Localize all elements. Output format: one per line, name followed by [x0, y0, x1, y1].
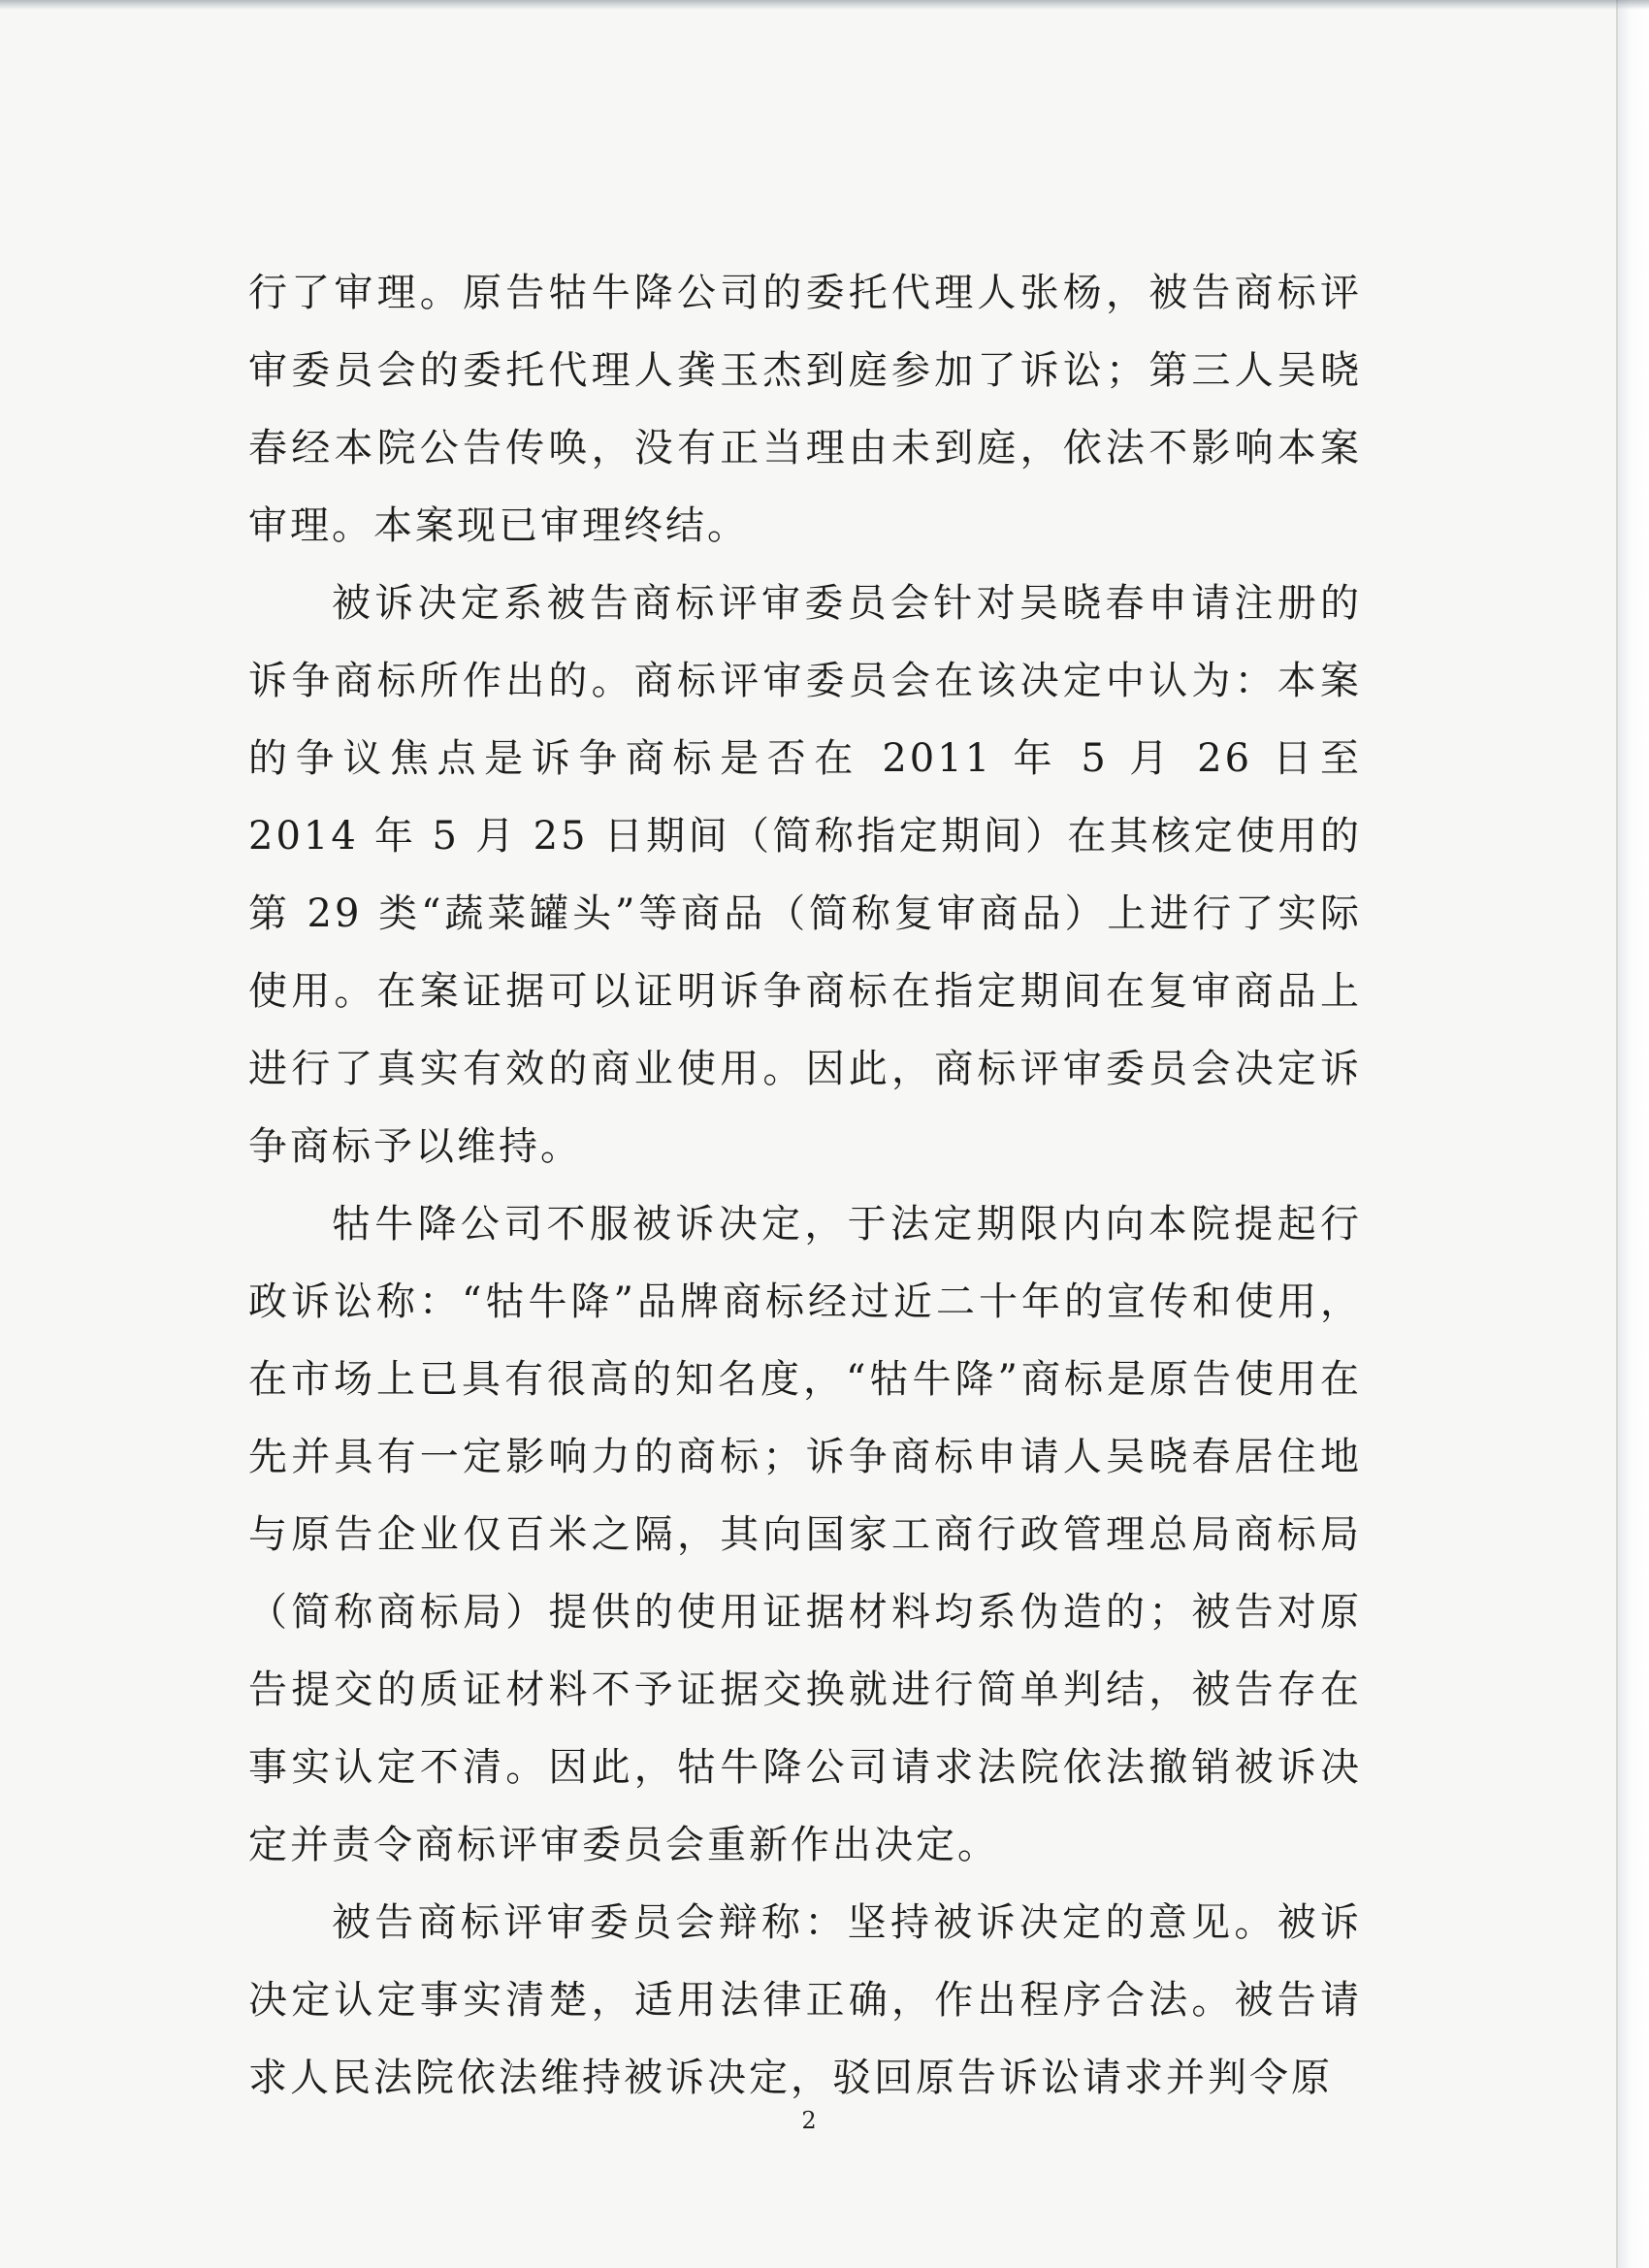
paragraph-continued: 行了审理。原告牯牛降公司的委托代理人张杨，被告商标评审委员会的委托代理人龚玉杰到庭参加了诉讼；第三人吴晓春经本院公告传唤，没有正当理由未到庭，依法不影响本案审理。本案现已审理终结。: [248, 271, 1362, 548]
scan-top-edge: [0, 0, 1649, 10]
document-body: [248, 254, 1362, 2117]
paragraph-decision-summary: 被诉决定系被告商标评审委员会针对吴晓春申请注册的诉争商标所作出的。商标评审委员会在该决定中认为：本案的争议焦点是诉争商标是否在 2011 年 5 月 26 日至 2014 年 5 月 25 日期间（简称指定期间）在其核定使用的第 29 类“蔬菜罐头”等商品（简称复审商品）上进行了实际使用。在案证据可以证明诉争商标在指定期间在复审商品上进行了真实有效的商业使用。因此，商标评审委员会决定诉争商标予以维持。: [248, 581, 1362, 1169]
scan-edge: [1618, 0, 1649, 2268]
paragraph-defendant-response: 被告商标评审委员会辩称：坚持被诉决定的意见。被诉决定认定事实清楚，适用法律正确，作出程序合法。被告请求人民法院依法维持被诉决定，驳回原告诉讼请求并判令原: [248, 1900, 1362, 2100]
paragraph-plaintiff-claim: 牯牛降公司不服被诉决定，于法定期限内向本院提起行政诉讼称：“牯牛降”品牌商标经过近二十年的宣传和使用，在市场上已具有很高的知名度，“牯牛降”商标是原告使用在先并具有一定影响力的商标；诉争商标申请人吴晓春居住地与原告企业仅百米之隔，其向国家工商行政管理总局商标局（简称商标局）提供的使用证据材料均系伪造的；被告对原告提交的质证材料不予证据交换就进行简单判结，被告存在事实认定不清。因此，牯牛降公司请求法院依法撤销被诉决定并责令商标评审委员会重新作出决定。: [248, 1202, 1362, 1867]
page-number: 2: [801, 2107, 817, 2134]
